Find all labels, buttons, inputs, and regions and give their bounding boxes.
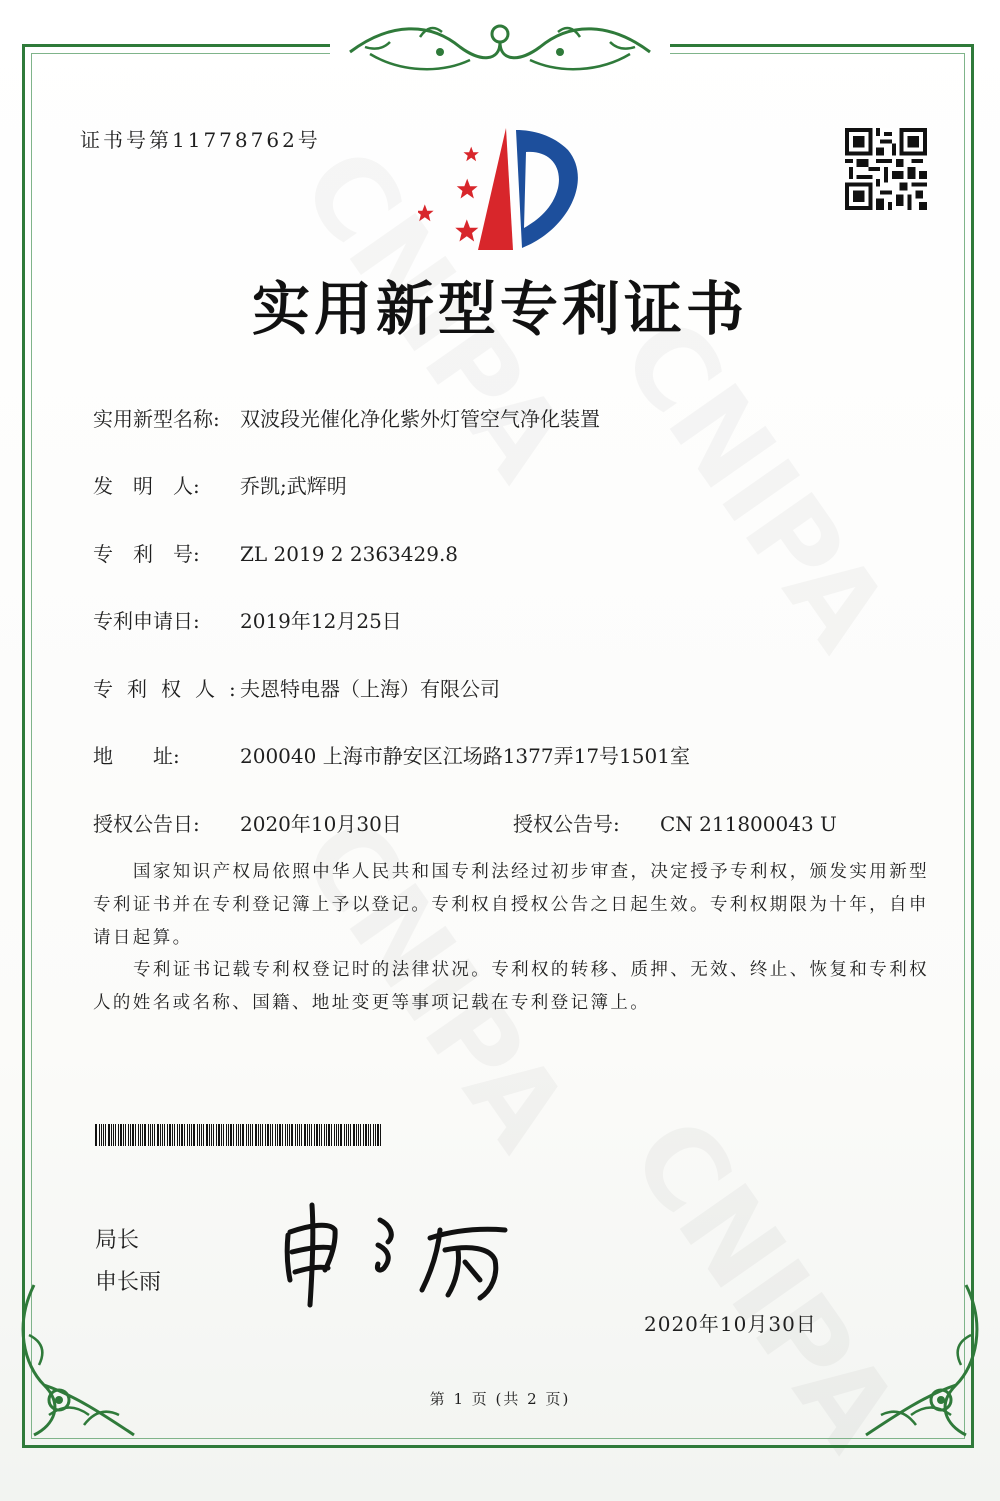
field-label: 地 址: <box>93 744 180 768</box>
corner-ornament-right <box>836 1275 986 1450</box>
field-patent-number <box>93 538 458 567</box>
field-patentee <box>93 673 500 702</box>
field-value: ZL 2019 2 2363429.8 <box>240 542 459 566</box>
corner-ornament-left <box>14 1275 164 1450</box>
field-label: 专利申请日: <box>93 609 200 633</box>
field-application-date <box>93 605 402 634</box>
field-announcement-date <box>93 808 402 837</box>
page-number: 第 1 页 (共 2 页) <box>429 1390 571 1408</box>
certificate-number: 证书号第11778762号 <box>80 128 321 152</box>
issue-date: 2020年10月30日 <box>644 1312 817 1336</box>
signature <box>280 1200 520 1310</box>
top-ornament <box>330 12 670 82</box>
field-label: 专利权人: <box>93 677 250 701</box>
chief-name: 申长雨 <box>95 1270 162 1295</box>
field-announcement-number <box>513 808 837 837</box>
field-value: 200040 上海市静安区江场路1377弄17号1501室 <box>240 744 690 768</box>
field-address <box>93 740 690 769</box>
legal-paragraph: 国家知识产权局依照中华人民共和国专利法经过初步审查，决定授予专利权，颁发实用新型专利证书并在专利登记簿上予以登记。专利权自授权公告之日起生效。专利权期限为十年，自申请日起算。 <box>93 862 929 948</box>
field-value: 夫恩特电器（上海）有限公司 <box>240 677 500 701</box>
legal-paragraph: 专利证书记载专利权登记时的法律状况。专利权的转移、质押、无效、终止、恢复和专利权人的姓名或名称、国籍、地址变更等事项记载在专利登记簿上。 <box>93 960 929 1013</box>
field-value: 2019年12月25日 <box>240 609 402 633</box>
field-value: 乔凯;武辉明 <box>240 474 347 498</box>
qr-code[interactable] <box>843 128 929 210</box>
chief-title: 局长 <box>95 1228 140 1253</box>
field-label: 专 利 号: <box>93 542 200 566</box>
field-utility-model-name <box>93 403 600 432</box>
field-value: 双波段光催化净化紫外灯管空气净化装置 <box>240 407 600 431</box>
field-label: 授权公告日: <box>93 812 200 836</box>
field-value: CN 211800043 U <box>660 812 837 836</box>
cnipa-logo <box>418 120 588 255</box>
field-label: 实用新型名称: <box>93 407 220 431</box>
field-label: 发 明 人: <box>93 474 200 498</box>
field-inventor <box>93 470 347 499</box>
field-value: 2020年10月30日 <box>240 812 402 836</box>
page-title: 实用新型专利证书 <box>251 275 748 343</box>
field-label: 授权公告号: <box>513 812 620 836</box>
barcode <box>95 1124 383 1146</box>
